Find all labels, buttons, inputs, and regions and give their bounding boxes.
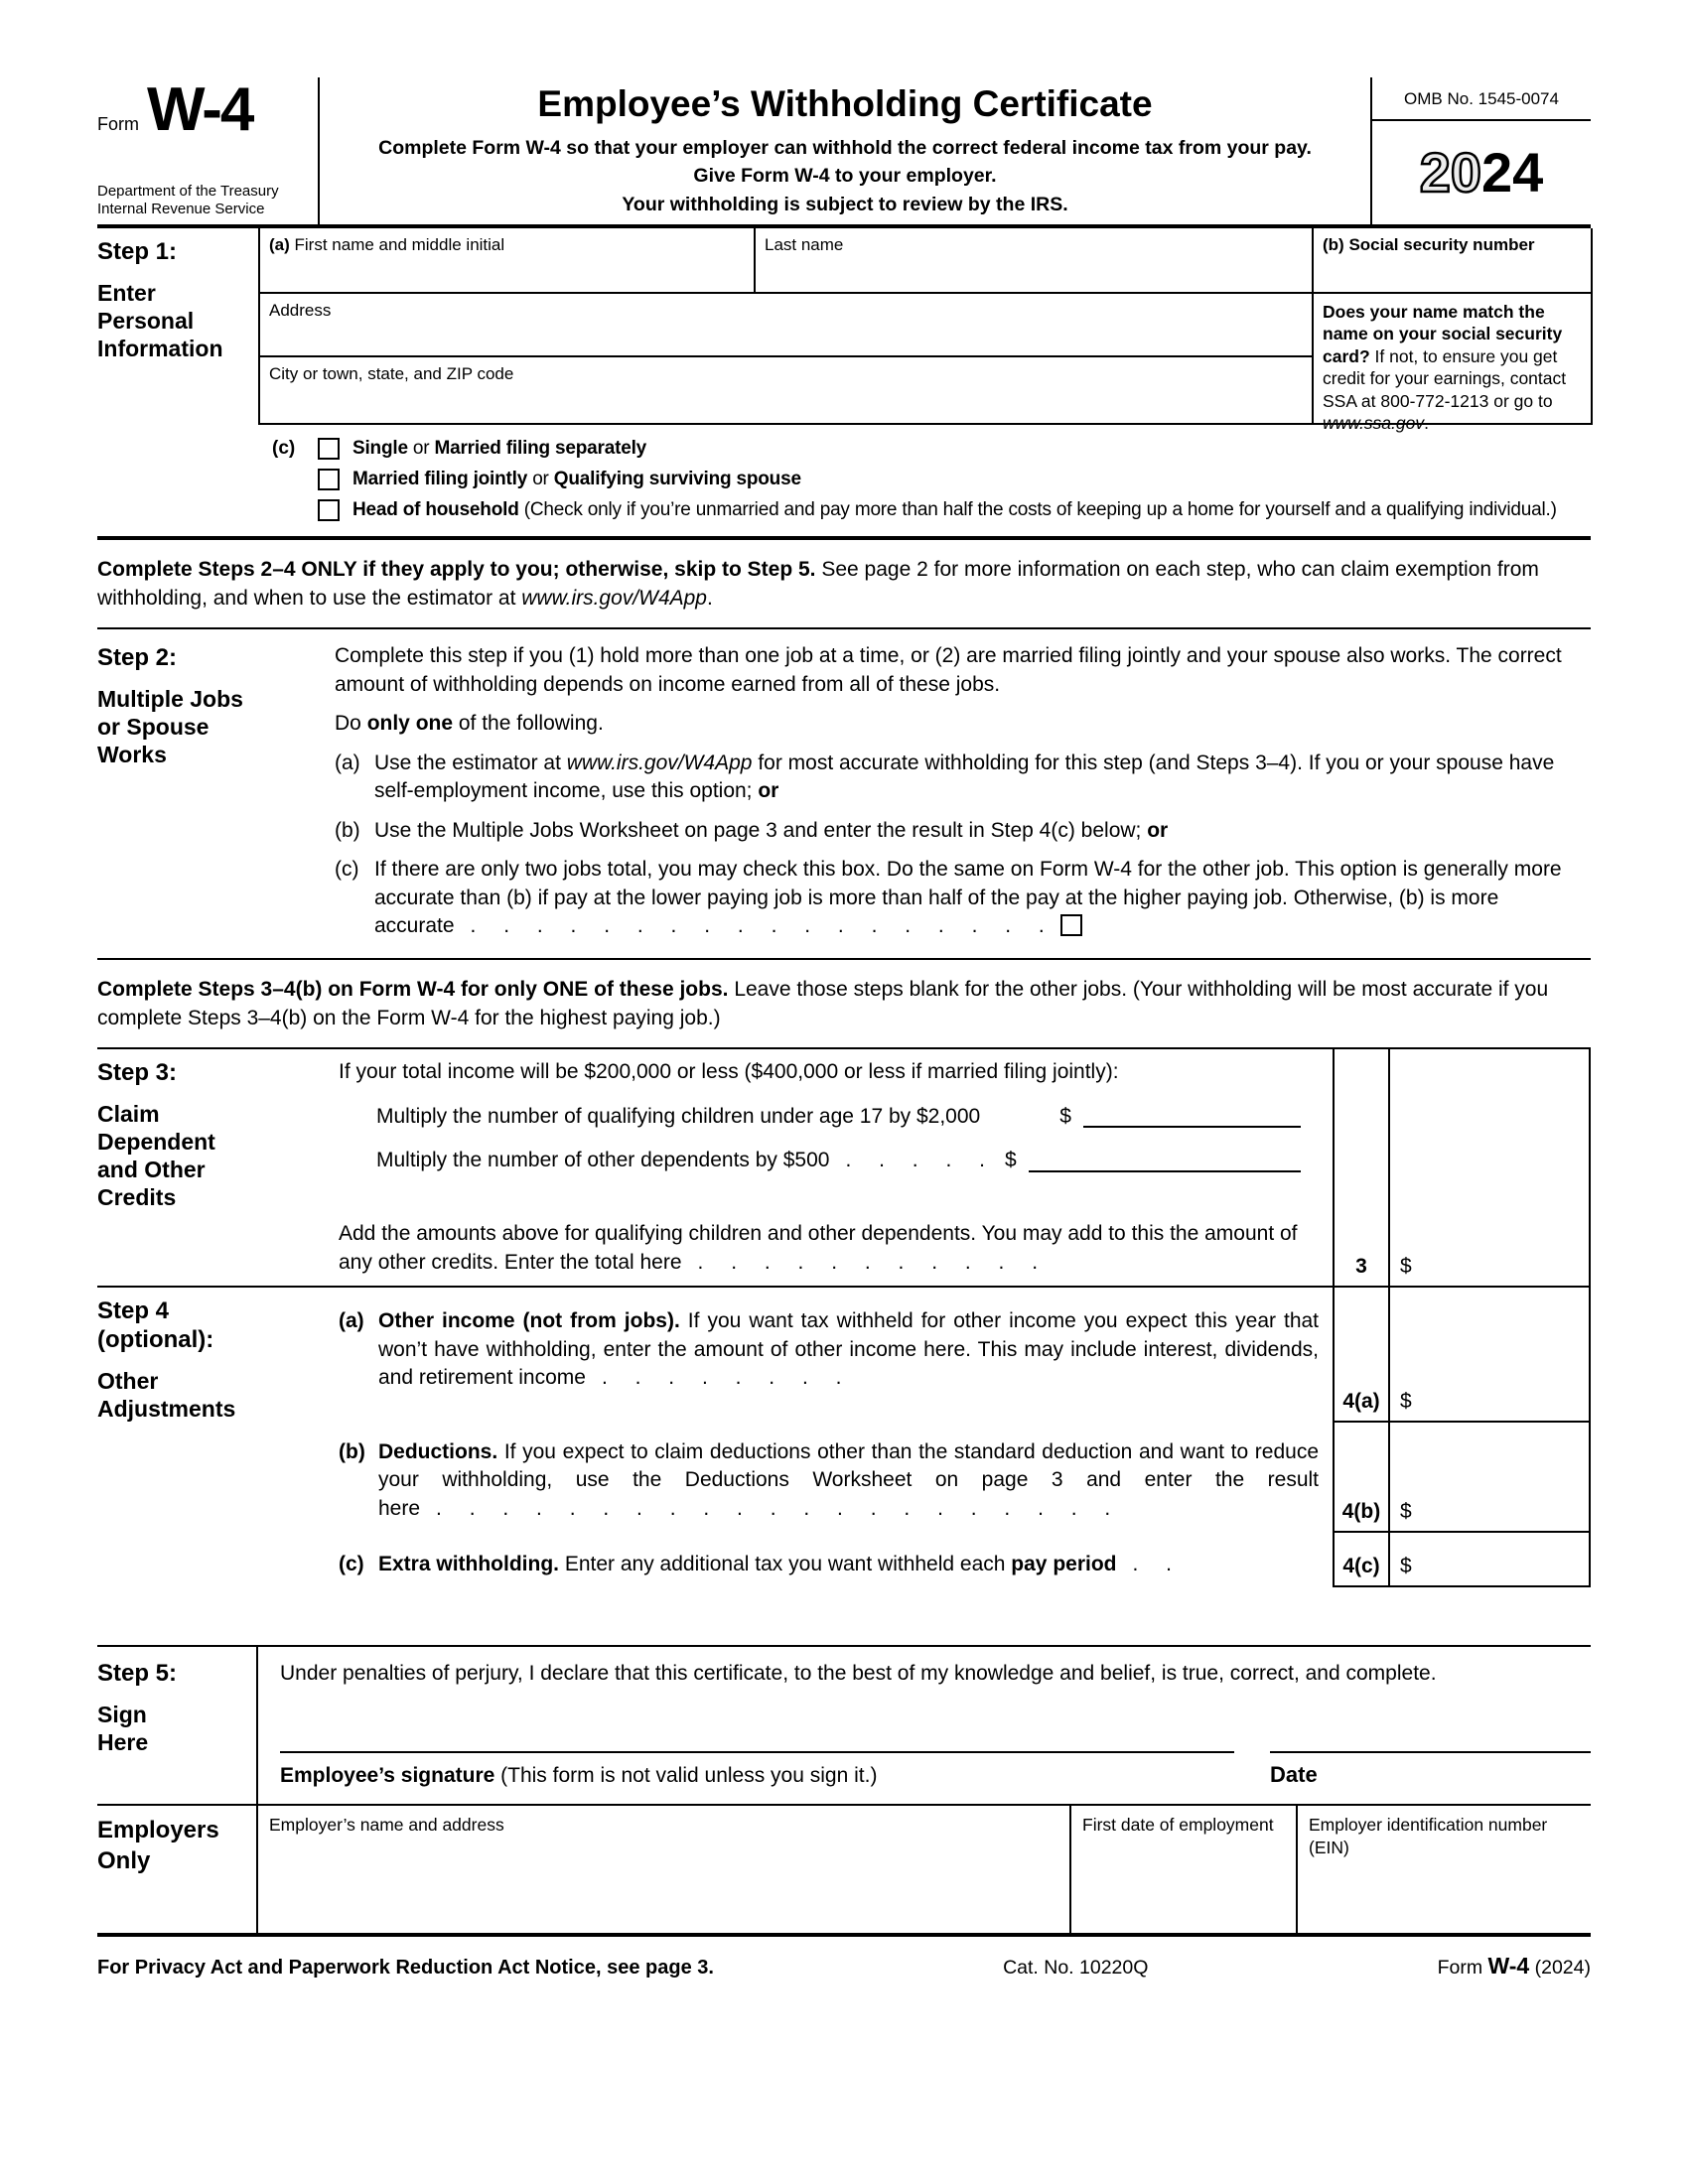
step2-label: Step 2: xyxy=(97,644,178,672)
step1-sublabel: Enter Personal Information xyxy=(97,279,223,361)
last-name-field[interactable] xyxy=(756,228,1314,294)
step1-section xyxy=(97,228,1591,540)
step2-item-c-number: (c) xyxy=(335,858,359,882)
dollar-sign: $ xyxy=(1004,1149,1017,1172)
form-header xyxy=(97,77,1591,228)
date-field[interactable] xyxy=(1270,1751,1591,1753)
ssn-field[interactable] xyxy=(1314,228,1593,294)
step3-other-dependents-line xyxy=(376,1147,1319,1175)
catalog-number: Cat. No. 10220Q xyxy=(1003,1957,1149,1979)
signature-label: Employee’s signature (This form is not valid unless you sign it.) xyxy=(280,1764,878,1788)
step2-item-c-text: If there are only two jobs total, you may check this box. Do the same on Form W-4 for the other job. This option is generally more accurate than (b) if pay at the lower paying job is more than half of the pay at the higher paying job. Otherwise, (b) is more accurate . . . . . . . . . . . . . . . . . . xyxy=(374,858,1562,938)
step2-item-a-text: Use the estimator at www.irs.gov/W4App for most accurate withholding for this step (and Steps 3–4). If you or your spouse have self-employment income, use this option; or xyxy=(374,751,1555,803)
line-4b-number: 4(b) xyxy=(1333,1423,1388,1533)
omb-year-block xyxy=(1372,77,1591,224)
form-footer xyxy=(97,1953,1591,1979)
city-state-zip-field[interactable] xyxy=(260,357,1314,425)
step2-item-c xyxy=(335,856,1591,941)
dot-leader: . . . . . . . . xyxy=(601,1366,842,1390)
step4-item-a-number: (a) xyxy=(339,1309,364,1333)
form-word: Form xyxy=(97,114,139,134)
step4-item-a xyxy=(339,1307,1319,1393)
first-name-label: First name and middle initial xyxy=(294,235,505,254)
step3-total-text: Add the amounts above for qualifying children and other dependents. You may add to this the amount of any other credits. Enter the total here . . . . . . . . . . . xyxy=(339,1222,1298,1274)
step3-row-total xyxy=(97,1211,1591,1288)
address-field[interactable] xyxy=(260,294,1314,357)
last-name-label: Last name xyxy=(765,235,844,254)
step4-item-b-text: Deductions. If you expect to claim deductions other than the standard deduction and want to reduce your withholding, use the Deductions Worksheet on page 3 and enter the result here . . . . . . . . . . . . . . . . . . . . . xyxy=(378,1439,1319,1520)
qualifying-children-text: Multiply the number of qualifying children under age 17 by $2,000 xyxy=(376,1104,981,1128)
step3-sublabel: Claim Dependent and Other Credits xyxy=(97,1100,215,1211)
step3-intro: If your total income will be $200,000 or less ($400,000 or less if married filing jointly): xyxy=(339,1060,1119,1084)
step2-item-a-number: (a) xyxy=(335,751,360,774)
step2-item-b-text: Use the Multiple Jobs Worksheet on page 3 and enter the result in Step 4(c) below; or xyxy=(374,818,1169,842)
omb-number: OMB No. 1545-0074 xyxy=(1372,77,1591,121)
step4-item-b xyxy=(339,1438,1319,1524)
step3-label-block xyxy=(97,1049,335,1211)
step5-sublabel: Sign Here xyxy=(97,1701,149,1755)
ssn-note-end: . xyxy=(1424,412,1429,433)
step4-item-a-text: Other income (not from jobs). If you want tax withheld for other income you expect this year that won’t have withholding, enter the amount of other income here. This may include interest, dividends, and retirement income . . . . . . . . xyxy=(378,1309,1320,1390)
two-jobs-checkbox[interactable] xyxy=(1060,914,1082,936)
step4-item-c-number: (c) xyxy=(339,1552,364,1575)
signature-line-row xyxy=(280,1751,1591,1753)
dollar-sign: $ xyxy=(1400,1555,1412,1578)
dollar-sign: $ xyxy=(1400,1255,1412,1279)
filing-status-section xyxy=(258,425,1593,536)
notice-complete-steps-2-4: Complete Steps 2–4 ONLY if they apply to you; otherwise, skip to Step 5. See page 2 for more information on each step, who can claim exemption from withholding, and when to use the estimator at www.irs.gov/W4App. xyxy=(97,558,1539,610)
other-income-amount-field[interactable] xyxy=(1388,1288,1591,1423)
step4-item-b-number: (b) xyxy=(339,1439,365,1463)
step4-item-c-text: Extra withholding. Enter any additional tax you want withheld each pay period . . xyxy=(378,1552,1173,1575)
dot-leader: . . . . . . . . . . . xyxy=(697,1250,1039,1274)
amount-column xyxy=(1388,1049,1591,1211)
employers-only-label: Employers Only xyxy=(97,1806,258,1933)
line-3-number: 3 xyxy=(1333,1211,1388,1286)
ssn-note-bold: Does your name match the name on your social security card? xyxy=(1323,302,1563,366)
step4-item-c xyxy=(339,1551,1319,1579)
dot-leader: . . . . . xyxy=(845,1149,985,1172)
qualifying-children-amount-field[interactable] xyxy=(1083,1126,1301,1128)
filing-status-prefix: (c) xyxy=(272,438,296,459)
step4-label-line2: (optional): xyxy=(97,1325,214,1353)
entry-number-column xyxy=(1333,1049,1388,1211)
ssn-label: Social security number xyxy=(1348,235,1535,254)
signature-field[interactable] xyxy=(280,1751,1234,1753)
step3-label: Step 3: xyxy=(97,1059,178,1087)
employer-name-address-field[interactable] xyxy=(258,1806,1071,1933)
filing-status-checkbox-married-jointly[interactable] xyxy=(318,469,340,490)
dollar-sign: $ xyxy=(1059,1104,1071,1128)
footer-form-number: Form W-4 (2024) xyxy=(1437,1953,1591,1979)
step1-label-block xyxy=(97,228,258,536)
employers-only-section xyxy=(97,1806,1591,1933)
signature-labels-row xyxy=(280,1762,1591,1796)
line-4a-number: 4(a) xyxy=(1333,1288,1388,1423)
step2-label-block xyxy=(97,642,335,941)
step4-label-block xyxy=(97,1288,335,1423)
first-date-employment-field[interactable] xyxy=(1071,1806,1298,1933)
dot-leader: . . . . . . . . . . . . . . . . . . . . . xyxy=(436,1496,1111,1520)
city-label: City or town, state, and ZIP code xyxy=(269,364,514,383)
filing-status-row-head-of-household xyxy=(272,499,1593,521)
step5-label-block xyxy=(97,1647,258,1804)
ssa-url: www.ssa.gov xyxy=(1323,412,1425,433)
address-label: Address xyxy=(269,301,332,320)
step4-sublabel: Other Adjustments xyxy=(97,1367,236,1422)
filing-status-checkbox-single[interactable] xyxy=(318,438,340,460)
first-name-field[interactable] xyxy=(260,228,756,294)
step1-field-grid xyxy=(258,228,1593,433)
other-dependents-text: Multiply the number of other dependents by $500 xyxy=(376,1149,830,1172)
step2-item-b-number: (b) xyxy=(335,818,360,842)
year-solid-digits: 24 xyxy=(1481,141,1544,204)
agency-name xyxy=(97,183,310,220)
step5-section xyxy=(97,1647,1591,1806)
filing-status-checkbox-head-of-household[interactable] xyxy=(318,499,340,521)
form-subtitle-2: Give Form W-4 to your employer. xyxy=(693,165,997,188)
form-title-block xyxy=(318,77,1372,224)
form-title: Employee’s Withholding Certificate xyxy=(537,83,1153,124)
form-id-block xyxy=(97,77,318,224)
form-number: W-4 xyxy=(147,75,253,144)
dot-leader: . . xyxy=(1132,1552,1173,1575)
step2-do-only-one: Do only one of the following. xyxy=(335,712,604,736)
step2-item-a xyxy=(335,750,1591,806)
agency-line1: Department of the Treasury xyxy=(97,182,279,200)
ssn-note-normal: If not, to ensure you get credit for your earnings, contact SSA at 800-772-1213 or go to xyxy=(1323,345,1567,411)
date-label: Date xyxy=(1270,1762,1318,1788)
total-credits-amount-field[interactable] xyxy=(1388,1211,1591,1286)
step3-row-intro xyxy=(97,1049,1591,1211)
dollar-sign: $ xyxy=(1400,1389,1412,1413)
filing-status-option-head-of-household: Head of household (Check only if you’re unmarried and pay more than half the costs of keeping up a home for yourself and a qualifying individual.) xyxy=(352,499,1557,520)
line-4c-number: 4(c) xyxy=(1333,1533,1388,1588)
deductions-amount-field[interactable] xyxy=(1388,1423,1591,1533)
privacy-act-notice: For Privacy Act and Paperwork Reduction Act Notice, see page 3. xyxy=(97,1957,714,1979)
form-subtitle-1: Complete Form W-4 so that your employer can withhold the correct federal income tax from your pay. xyxy=(378,137,1312,159)
steps-3-4-table xyxy=(97,1047,1591,1587)
notice-complete-steps-3-4b: Complete Steps 3–4(b) on Form W-4 for only ONE of these jobs. Leave those steps blank for the other jobs. (Your withholding will be most accurate if you complete Steps 3–4(b) on the Form W-4 for the highest paying job.) xyxy=(97,978,1549,1029)
ssn-match-note xyxy=(1314,294,1593,433)
step4-row-c xyxy=(97,1533,1591,1588)
ein-field[interactable] xyxy=(1298,1806,1591,1933)
ssn-prefix: (b) xyxy=(1323,235,1344,254)
step1-label: Step 1: xyxy=(97,238,178,265)
step5-label: Step 5: xyxy=(97,1660,178,1688)
step2-intro: Complete this step if you (1) hold more than one job at a time, or (2) are married filing jointly and your spouse also works. The correct amount of withholding depends on income earned from all of these jobs. xyxy=(335,644,1562,696)
first-date-employment-label: First date of employment xyxy=(1082,1815,1274,1836)
step2-sublabel: Multiple Jobs or Spouse Works xyxy=(97,685,243,767)
step3-qualifying-children-line xyxy=(376,1103,1319,1132)
dollar-sign: $ xyxy=(1400,1499,1412,1523)
filing-status-row-single xyxy=(272,438,1593,460)
ein-label: Employer identification number (EIN) xyxy=(1309,1815,1548,1857)
perjury-statement: Under penalties of perjury, I declare that this certificate, to the best of my knowledge and belief, is true, correct, and complete. xyxy=(280,1662,1437,1686)
year-outline-digits: 20 xyxy=(1419,141,1481,204)
dot-leader: . . . . . . . . . . . . . . . . . . xyxy=(470,914,1045,938)
step5-employers-box xyxy=(97,1645,1591,1937)
filing-status-row-married-jointly xyxy=(272,469,1593,490)
first-name-prefix: (a) xyxy=(269,235,290,254)
other-dependents-amount-field[interactable] xyxy=(1029,1170,1301,1172)
step2-section xyxy=(97,629,1591,958)
extra-withholding-amount-field[interactable] xyxy=(1388,1533,1591,1588)
agency-line2: Internal Revenue Service xyxy=(97,201,265,218)
employer-name-address-label: Employer’s name and address xyxy=(269,1815,504,1836)
step4-label-line1: Step 4 xyxy=(97,1297,170,1325)
filing-status-option-married-jointly: Married filing jointly or Qualifying surviving spouse xyxy=(352,469,801,489)
form-subtitle-3: Your withholding is subject to review by the IRS. xyxy=(622,193,1068,215)
form-year xyxy=(1372,121,1591,224)
step4-row-a xyxy=(97,1288,1591,1423)
step4-row-b xyxy=(97,1423,1591,1533)
step2-item-b xyxy=(335,817,1591,846)
filing-status-option-single: Single or Married filing separately xyxy=(352,438,647,459)
